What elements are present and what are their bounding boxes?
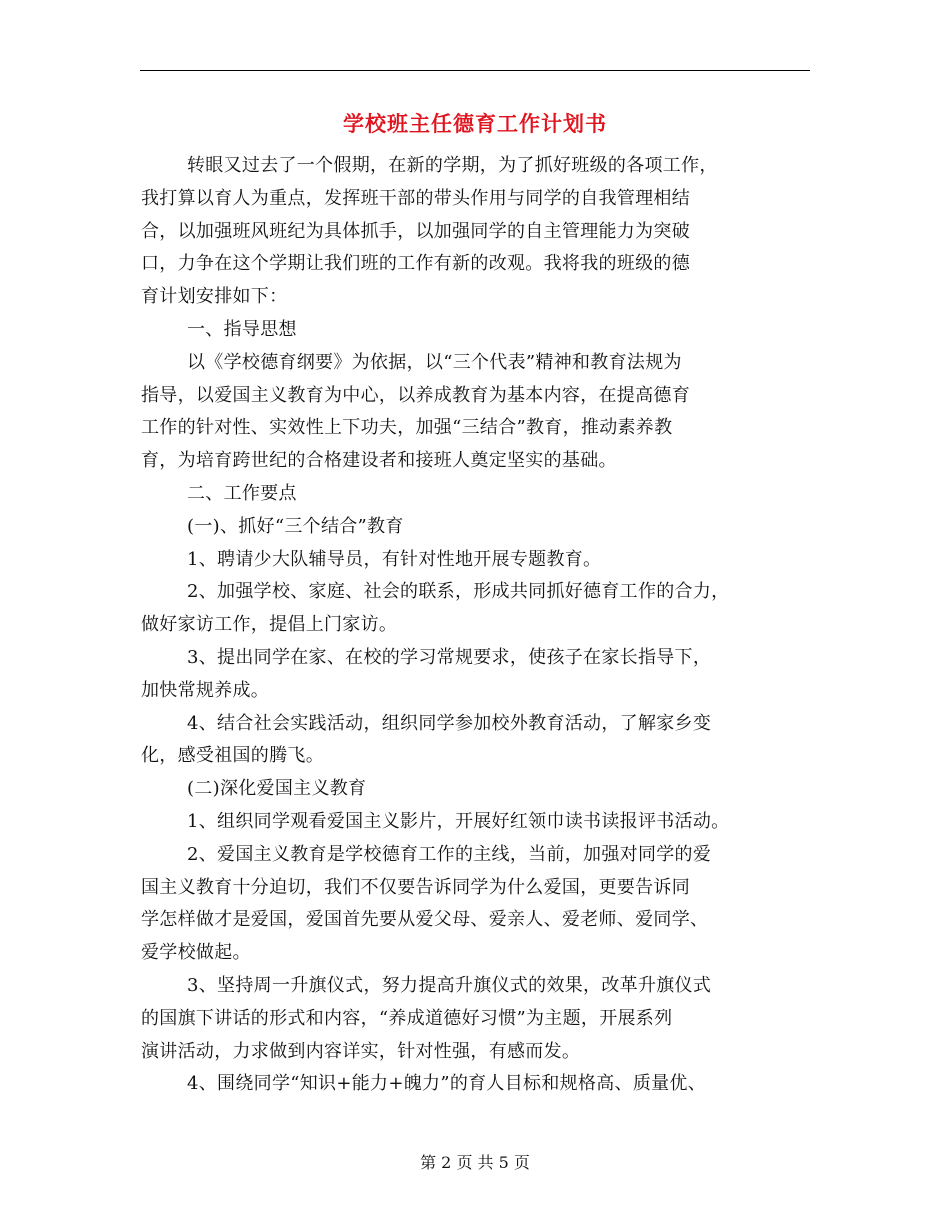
list-item: 4、结合社会实践活动，组织同学参加校外教育活动，了解家乡变 xyxy=(187,712,712,734)
paragraph-line: 国主义教育十分迫切，我们不仅要告诉同学为什么爱国，更要告诉同 xyxy=(141,876,690,898)
page-number: 第 2 页 共 5 页 xyxy=(420,1153,530,1172)
section-heading: 一、指导思想 xyxy=(187,318,297,340)
paragraph-line: 的国旗下讲话的形式和内容，“养成道德好习惯”为主题，开展系列 xyxy=(141,1007,673,1029)
paragraph-line: 指导，以爱国主义教育为中心，以养成教育为基本内容，在提高德育 xyxy=(141,384,690,406)
paragraph-line: 合，以加强班风班纪为具体抓手，以加强同学的自主管理能力为突破 xyxy=(141,220,690,242)
list-item: 3、提出同学在家、在校的学习常规要求，使孩子在家长指导下， xyxy=(187,646,712,668)
header-rule xyxy=(140,70,810,71)
paragraph-line: 转眼又过去了一个假期，在新的学期，为了抓好班级的各项工作， xyxy=(187,155,718,176)
paragraph-line: 做好家访工作，提倡上门家访。 xyxy=(141,614,398,636)
paragraph-line: 学怎样做才是爱国，爱国首先要从爱父母、爱亲人、爱老师、爱同学、 xyxy=(141,909,709,931)
paragraph-line: 育计划安排如下： xyxy=(141,286,288,308)
list-item: 1、组织同学观看爱国主义影片，开展好红领巾读书读报评书活动。 xyxy=(187,810,730,832)
list-item: 3、坚持周一升旗仪式，努力提高升旗仪式的效果，改革升旗仪式 xyxy=(187,974,712,996)
paragraph-line: 爱学校做起。 xyxy=(141,942,251,964)
subsection-heading: (一)、抓好“三个结合”教育 xyxy=(187,515,404,537)
paragraph-line: 演讲活动，力求做到内容详实，针对性强，有感而发。 xyxy=(141,1040,581,1062)
paragraph-line: 口，力争在这个学期让我们班的工作有新的改观。我将我的班级的德 xyxy=(141,253,690,275)
list-item: 2、加强学校、家庭、社会的联系，形成共同抓好德育工作的合力， xyxy=(187,581,730,603)
paragraph-line: 工作的针对性、实效性上下功夫，加强“三结合”教育，推动素养教 xyxy=(141,417,673,439)
paragraph-line: 我打算以育人为重点，发挥班干部的带头作用与同学的自我管理相结 xyxy=(141,187,690,209)
section-heading: 二、工作要点 xyxy=(187,482,297,504)
list-item: 4、围绕同学“知识+能力+魄力”的育人目标和规格高、质量优、 xyxy=(187,1073,707,1095)
paragraph-line: 育，为培育跨世纪的合格建设者和接班人奠定坚实的基础。 xyxy=(141,450,617,472)
paragraph-line: 化，感受祖国的腾飞。 xyxy=(141,745,324,767)
subsection-heading: (二)深化爱国主义教育 xyxy=(187,778,367,800)
list-item: 2、爱国主义教育是学校德育工作的主线，当前，加强对同学的爱 xyxy=(187,843,712,865)
document-title: 学校班主任德育工作计划书 xyxy=(343,111,607,136)
paragraph-line: 以《学校德育纲要》为依据，以“三个代表”精神和教育法规为 xyxy=(187,351,682,373)
list-item: 1、聘请少大队辅导员，有针对性地开展专题教育。 xyxy=(187,548,602,570)
paragraph-line: 加快常规养成。 xyxy=(141,679,270,701)
document-body xyxy=(141,150,813,1101)
